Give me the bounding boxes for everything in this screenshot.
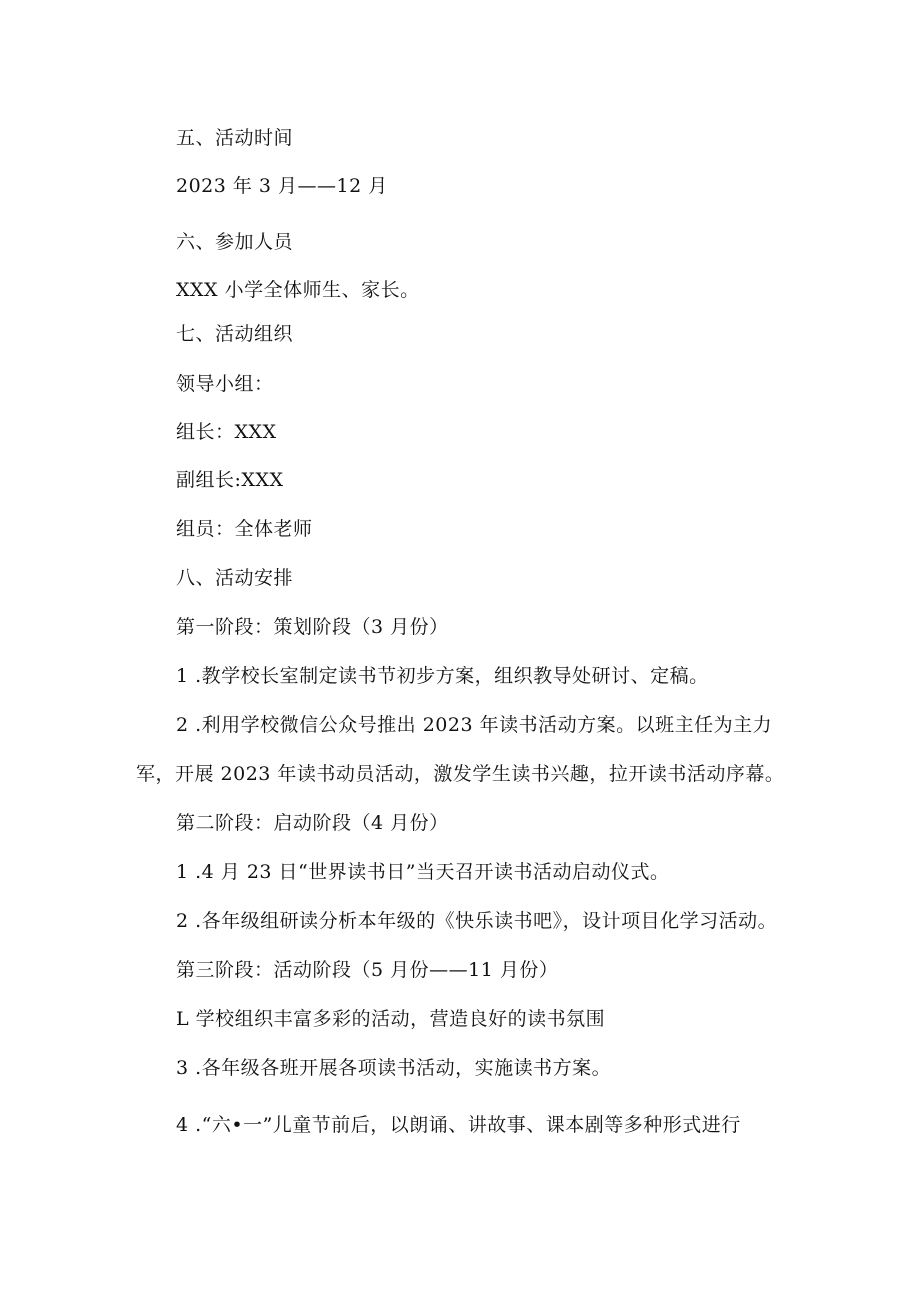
stage-two-heading: 第二阶段：启动阶段（4 月份）	[176, 812, 449, 834]
stage-three-heading: 第三阶段：活动阶段（5 月份——11 月份）	[176, 959, 559, 981]
stage-three-item-3: 3 .各年级各班开展各项读书活动，实施读书方案。	[176, 1057, 612, 1079]
leadership-group-label: 领导小组：	[176, 373, 274, 395]
stage-one-heading: 第一阶段：策划阶段（3 月份）	[176, 616, 449, 638]
members-text: 组员：全体老师	[176, 518, 313, 540]
stage-two-item-2: 2 .各年级组研读分析本年级的《快乐读书吧》，设计项目化学习活动。	[176, 910, 778, 932]
activity-time-range: 2023 年 3 月——12 月	[176, 175, 388, 197]
section-heading-participants: 六、参加人员	[176, 231, 294, 253]
stage-three-item-4: 4 .“六•一”儿童节前后，以朗诵、讲故事、课本剧等多种形式进行	[176, 1114, 741, 1136]
section-heading-schedule: 八、活动安排	[176, 567, 294, 589]
participants-text: XXX 小学全体师生、家长。	[176, 279, 420, 301]
section-heading-activity-time: 五、活动时间	[176, 127, 294, 149]
group-leader-text: 组长：XXX	[176, 421, 277, 443]
stage-one-item-1: 1 .教学校长室制定读书节初步方案，组织教导处研讨、定稿。	[176, 665, 709, 687]
deputy-leader-text: 副组长:XXX	[176, 469, 284, 491]
stage-one-item-2: 2 .利用学校微信公众号推出 2023 年读书活动方案。以班主任为主力	[176, 714, 773, 736]
stage-one-item-2-continued: 军，开展 2023 年读书动员活动，激发学生读书兴趣，拉开读书活动序幕。	[136, 763, 785, 785]
stage-three-item-1: L 学校组织丰富多彩的活动，营造良好的读书氛围	[176, 1008, 606, 1030]
stage-two-item-1: 1 .4 月 23 日“世界读书日”当天召开读书活动启动仪式。	[176, 861, 670, 883]
section-heading-organization: 七、活动组织	[176, 323, 294, 345]
